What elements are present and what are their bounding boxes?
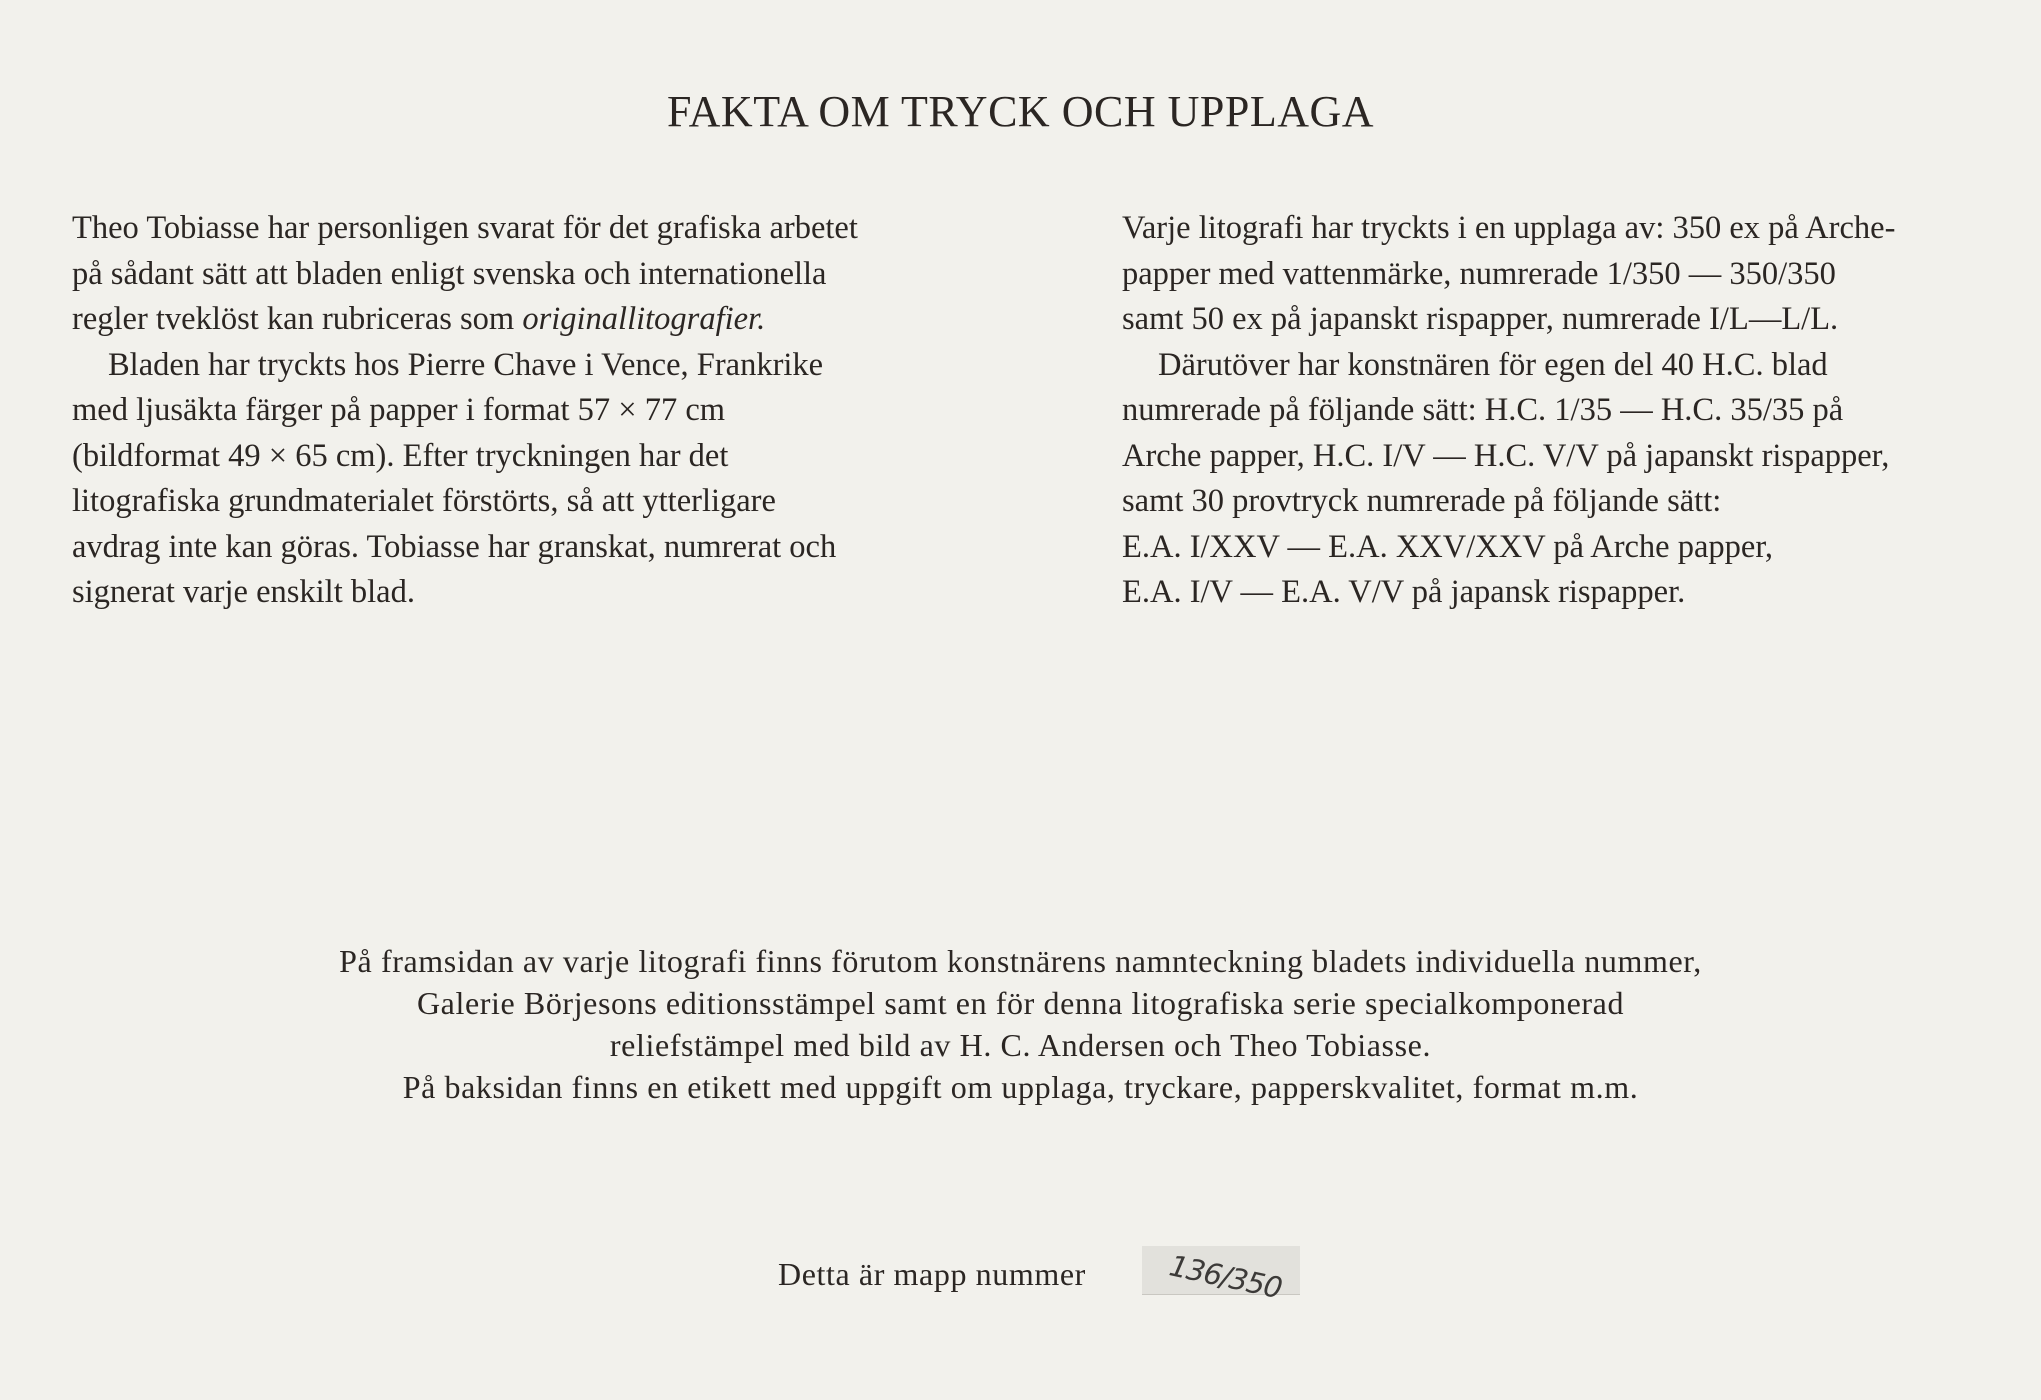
left-column-text (72, 206, 1022, 616)
text-line: E.A. I/V — E.A. V/V på japansk rispapper. (1122, 574, 1686, 610)
center-note (0, 940, 2041, 1108)
text-fragment: regler tveklöst kan rubriceras som (72, 301, 515, 337)
text-line: signerat varje enskilt blad. (72, 574, 415, 610)
text-line: på sådant sätt att bladen enligt svenska och internationella (72, 255, 827, 292)
text-line: Varje litografi har tryckts i en upplaga av: 350 ex på Arche- (1122, 210, 1896, 246)
text-line: reliefstämpel med bild av H. C. Andersen och Theo Tobiasse. (609, 1027, 1432, 1063)
text-line: På framsidan av varje litografi finns förutom konstnärens namnteckning bladets individuella nummer, (339, 943, 1702, 979)
folder-number-field (1142, 1246, 1300, 1306)
text-line: med ljusäkta färger på papper i format 57 × 77 cm (72, 392, 726, 428)
handwritten-number: 136/350 (1166, 1248, 1285, 1306)
text-line: Därutöver har konstnären för egen del 40 H.C. blad (1158, 346, 1828, 383)
text-line: avdrag inte kan göras. Tobiasse har granskat, numrerat och (72, 528, 837, 565)
text-line: samt 30 provtryck numrerade på följande sätt: (1122, 483, 1722, 519)
text-line: På baksidan finns en etikett med uppgift om upplaga, tryckare, papperskvalitet, format m.m. (402, 1069, 1639, 1105)
text-line: Bladen har tryckts hos Pierre Chave i Vence, Frankrike (108, 346, 824, 383)
text-line: E.A. I/XXV — E.A. XXV/XXV på Arche papper, (1122, 528, 1773, 565)
text-line: (bildformat 49 × 65 cm). Efter tryckningen har det (72, 437, 729, 474)
text-line: Galerie Börjesons editionsstämpel samt en för denna litografiska serie specialkomponerad (416, 985, 1625, 1021)
text-line: papper med vattenmärke, numrerade 1/350 — 350/350 (1122, 255, 1836, 292)
text-line: numrerade på följande sätt: H.C. 1/35 — H.C. 35/35 på (1122, 392, 1844, 428)
text-line (72, 297, 1022, 343)
text-line: samt 50 ex på japanskt rispapper, numrerade I/L—L/L. (1122, 301, 1839, 337)
folder-number-row (0, 1246, 2041, 1306)
page-title: FAKTA OM TRYCK OCH UPPLAGA (666, 87, 1375, 136)
folder-number-label: Detta är mapp nummer (778, 1256, 1086, 1292)
text-line: Theo Tobiasse har personligen svarat för det grafiska arbetet (72, 210, 858, 246)
right-column-text (1122, 206, 2022, 616)
text-line: litografiska grundmaterialet förstörts, så att ytterligare (72, 483, 776, 519)
text-line: Arche papper, H.C. I/V — H.C. V/V på japanskt rispapper, (1122, 437, 1890, 474)
italic-term: originallitografier. (522, 301, 766, 337)
